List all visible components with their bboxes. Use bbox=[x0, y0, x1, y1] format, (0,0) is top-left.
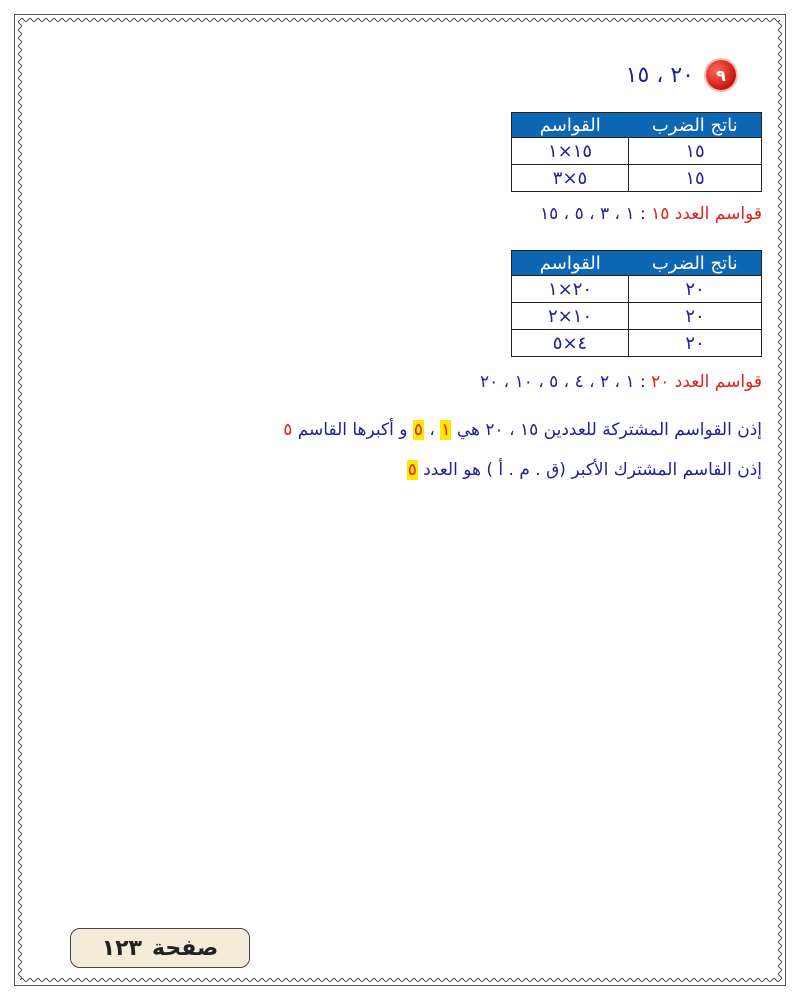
table-row bbox=[512, 303, 762, 330]
common-suffix: و أكبرها القاسم bbox=[297, 420, 408, 440]
cell-product: ٢٠ bbox=[629, 303, 762, 330]
header-factors: القواسم bbox=[512, 251, 629, 276]
factors-15-label: قواسم العدد ١٥ bbox=[651, 204, 762, 224]
header-product: ناتج الضرب bbox=[629, 113, 762, 138]
decorative-border-top bbox=[20, 17, 780, 23]
factors-15-list: : ١ ، ٣ ، ٥ ، ١٥ bbox=[540, 204, 652, 224]
table-header-row bbox=[512, 113, 762, 138]
largest-factor: ٥ bbox=[283, 420, 293, 440]
gcf-text: إذن القاسم المشترك الأكبر (ق . م . أ ) هو العدد bbox=[423, 460, 762, 480]
table-row bbox=[512, 330, 762, 357]
cell-product: ٢٠ bbox=[629, 330, 762, 357]
factors-20-list: : ١ ، ٢ ، ٤ ، ٥ ، ١٠ ، ٢٠ bbox=[480, 372, 652, 392]
cell-factors: ٥×٣ bbox=[512, 165, 629, 192]
factors-20-line bbox=[480, 372, 762, 392]
common-prefix: إذن القواسم المشتركة للعددين ١٥ ، ٢٠ هي bbox=[456, 420, 762, 440]
common-value-2: ٥ bbox=[413, 420, 424, 440]
problem-number-badge: ٩ bbox=[706, 60, 736, 90]
page-label: صفحة bbox=[152, 935, 219, 961]
cell-factors: ١٥×١ bbox=[512, 138, 629, 165]
gcf-sentence bbox=[407, 460, 762, 480]
cell-product: ١٥ bbox=[629, 165, 762, 192]
factor-table-15 bbox=[511, 112, 762, 192]
table-header-row bbox=[512, 251, 762, 276]
header-product: ناتج الضرب bbox=[629, 251, 762, 276]
problem-header bbox=[626, 58, 736, 92]
cell-factors: ١٠×٢ bbox=[512, 303, 629, 330]
header-factors: القواسم bbox=[512, 113, 629, 138]
gcf-value: ٥ bbox=[407, 460, 417, 480]
common-factors-sentence bbox=[283, 420, 762, 440]
common-value-1: ١ bbox=[441, 420, 451, 440]
decorative-border-left bbox=[17, 20, 23, 980]
page-number: ١٢٣ bbox=[101, 935, 142, 961]
decorative-border-bottom bbox=[20, 977, 780, 983]
decorative-border-right bbox=[777, 20, 783, 980]
table-row bbox=[512, 276, 762, 303]
common-separator: ، bbox=[429, 420, 435, 440]
cell-product: ٢٠ bbox=[629, 276, 762, 303]
problem-title: ٢٠ ، ١٥ bbox=[625, 62, 694, 88]
table-row bbox=[512, 165, 762, 192]
page-number-box bbox=[70, 928, 250, 968]
cell-product: ١٥ bbox=[629, 138, 762, 165]
factor-table-20 bbox=[511, 250, 762, 357]
factors-20-label: قواسم العدد ٢٠ bbox=[651, 372, 762, 392]
cell-factors: ٢٠×١ bbox=[512, 276, 629, 303]
factors-15-line bbox=[540, 204, 762, 224]
table-row bbox=[512, 138, 762, 165]
cell-factors: ٤×٥ bbox=[512, 330, 629, 357]
